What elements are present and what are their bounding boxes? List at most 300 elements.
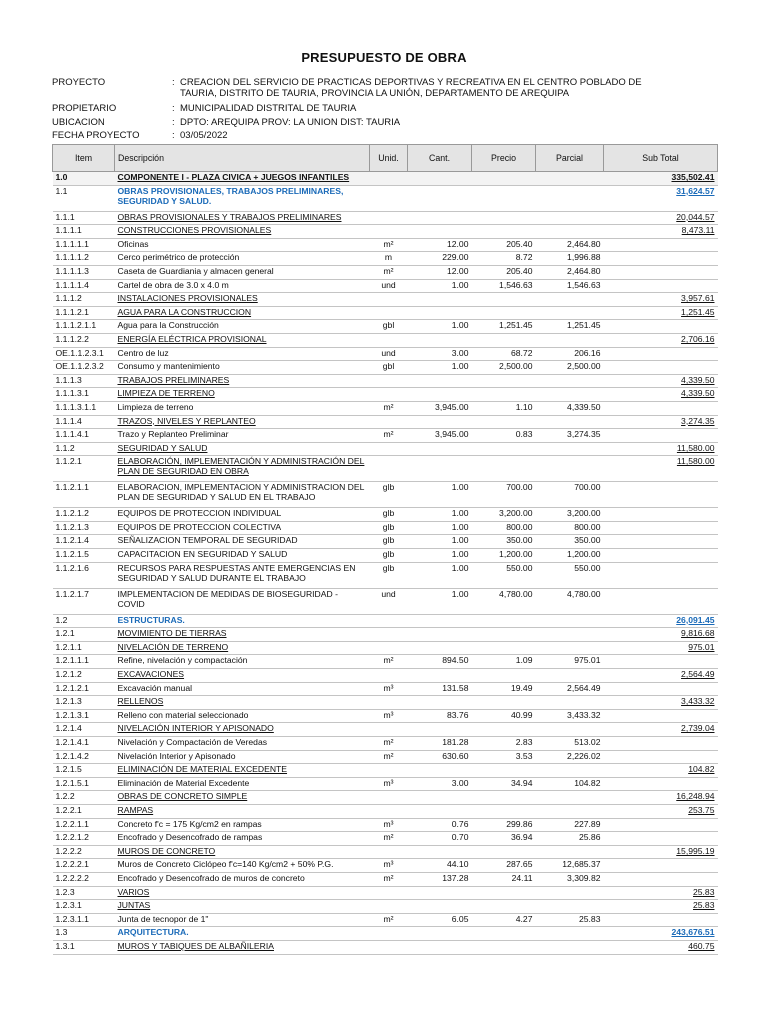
- cell-description: RAMPAS: [115, 804, 370, 818]
- cell-description: OBRAS PROVISIONALES, TRABAJOS PRELIMINARES, SEGURIDAD Y SALUD.: [115, 185, 370, 211]
- cell-quantity: [408, 900, 472, 914]
- header-item: Item: [53, 145, 115, 172]
- cell-subtotal: 8,473.11: [604, 225, 718, 239]
- table-row: [53, 388, 718, 402]
- cell-price: [472, 172, 536, 186]
- cell-unit: [370, 804, 408, 818]
- cell-partial: [536, 804, 604, 818]
- ubicacion-label: UBICACION: [52, 117, 105, 128]
- cell-partial: [536, 211, 604, 225]
- cell-description: Consumo y mantenimiento: [115, 361, 370, 375]
- cell-quantity: 1.00: [408, 361, 472, 375]
- cell-item: 1.1.2.1.6: [53, 562, 115, 588]
- cell-subtotal: [604, 320, 718, 334]
- cell-partial: 1,996.88: [536, 252, 604, 266]
- cell-subtotal: 460.75: [604, 940, 718, 954]
- cell-unit: [370, 614, 408, 628]
- cell-partial: [536, 293, 604, 307]
- cell-subtotal: 4,339.50: [604, 388, 718, 402]
- cell-unit: [370, 641, 408, 655]
- cell-unit: m²: [370, 655, 408, 669]
- cell-unit: m³: [370, 818, 408, 832]
- cell-partial: 975.01: [536, 655, 604, 669]
- cell-item: 1.2.1.1: [53, 641, 115, 655]
- ubicacion-value: DPTO: AREQUIPA PROV: LA UNION DIST: TAURIA: [180, 117, 401, 128]
- cell-price: 8.72: [472, 252, 536, 266]
- cell-subtotal: [604, 818, 718, 832]
- cell-description: RELLENOS: [115, 696, 370, 710]
- cell-subtotal: 9,816.68: [604, 628, 718, 642]
- cell-price: 4.27: [472, 913, 536, 927]
- table-row: [53, 185, 718, 211]
- cell-quantity: [408, 628, 472, 642]
- cell-unit: und: [370, 347, 408, 361]
- table-row: [53, 750, 718, 764]
- cell-unit: glb: [370, 549, 408, 563]
- cell-partial: [536, 415, 604, 429]
- cell-item: 1.2.2.2.1: [53, 859, 115, 873]
- cell-partial: 2,500.00: [536, 361, 604, 375]
- cell-quantity: 1.00: [408, 535, 472, 549]
- cell-item: 1.2.3.1.1: [53, 913, 115, 927]
- cell-price: [472, 388, 536, 402]
- cell-partial: 3,200.00: [536, 508, 604, 522]
- cell-description: TRAZOS, NIVELES Y REPLANTEO: [115, 415, 370, 429]
- cell-price: [472, 927, 536, 941]
- cell-subtotal: [604, 709, 718, 723]
- cell-description: Oficinas: [115, 238, 370, 252]
- cell-partial: [536, 388, 604, 402]
- table-row: [53, 655, 718, 669]
- cell-subtotal: 2,739.04: [604, 723, 718, 737]
- cell-quantity: 0.70: [408, 832, 472, 846]
- cell-price: [472, 442, 536, 456]
- cell-unit: m³: [370, 709, 408, 723]
- cell-unit: m²: [370, 872, 408, 886]
- cell-quantity: [408, 415, 472, 429]
- table-row: [53, 872, 718, 886]
- cell-unit: [370, 306, 408, 320]
- cell-description: IMPLEMENTACION DE MEDIDAS DE BIOSEGURIDAD - COVID: [115, 588, 370, 614]
- table-row: [53, 669, 718, 683]
- cell-price: [472, 211, 536, 225]
- cell-partial: [536, 927, 604, 941]
- cell-price: 3,200.00: [472, 508, 536, 522]
- cell-partial: 12,685.37: [536, 859, 604, 873]
- cell-price: [472, 845, 536, 859]
- cell-partial: [536, 456, 604, 482]
- cell-subtotal: 11,580.00: [604, 442, 718, 456]
- cell-partial: [536, 628, 604, 642]
- cell-partial: 800.00: [536, 521, 604, 535]
- table-row: [53, 347, 718, 361]
- cell-partial: 1,200.00: [536, 549, 604, 563]
- cell-description: Excavación manual: [115, 682, 370, 696]
- cell-quantity: 1.00: [408, 508, 472, 522]
- cell-description: OBRAS DE CONCRETO SIMPLE: [115, 791, 370, 805]
- table-row: [53, 859, 718, 873]
- cell-unit: [370, 374, 408, 388]
- cell-description: SEÑALIZACION TEMPORAL DE SEGURIDAD: [115, 535, 370, 549]
- table-row: [53, 293, 718, 307]
- cell-quantity: 1.00: [408, 549, 472, 563]
- cell-subtotal: [604, 777, 718, 791]
- cell-partial: 3,433.32: [536, 709, 604, 723]
- cell-unit: und: [370, 279, 408, 293]
- cell-partial: 2,464.80: [536, 265, 604, 279]
- cell-subtotal: [604, 588, 718, 614]
- cell-item: OE.1.1.2.3.2: [53, 361, 115, 375]
- cell-subtotal: [604, 361, 718, 375]
- cell-item: 1.1.1.2: [53, 293, 115, 307]
- cell-price: [472, 185, 536, 211]
- cell-price: 2.83: [472, 737, 536, 751]
- cell-price: 24.11: [472, 872, 536, 886]
- cell-quantity: [408, 723, 472, 737]
- cell-item: 1.1.1.4: [53, 415, 115, 429]
- cell-price: 1.10: [472, 401, 536, 415]
- cell-partial: [536, 723, 604, 737]
- budget-table: [52, 144, 718, 955]
- table-row: [53, 927, 718, 941]
- cell-quantity: 137.28: [408, 872, 472, 886]
- cell-price: 205.40: [472, 238, 536, 252]
- cell-subtotal: 3,433.32: [604, 696, 718, 710]
- cell-item: 1.1.1.1.2: [53, 252, 115, 266]
- cell-item: 1.1.1.1.1: [53, 238, 115, 252]
- cell-description: ESTRUCTURAS.: [115, 614, 370, 628]
- cell-item: 1.2.1.4: [53, 723, 115, 737]
- cell-quantity: 1.00: [408, 482, 472, 508]
- cell-subtotal: 3,274.35: [604, 415, 718, 429]
- cell-price: [472, 804, 536, 818]
- cell-item: 1.1.1.3: [53, 374, 115, 388]
- cell-description: ENERGÍA ELÉCTRICA PROVISIONAL: [115, 333, 370, 347]
- cell-unit: glb: [370, 508, 408, 522]
- cell-subtotal: 16,248.94: [604, 791, 718, 805]
- cell-quantity: 181.28: [408, 737, 472, 751]
- cell-partial: 2,464.80: [536, 238, 604, 252]
- cell-subtotal: [604, 401, 718, 415]
- cell-partial: [536, 374, 604, 388]
- cell-unit: m²: [370, 832, 408, 846]
- cell-partial: 3,274.35: [536, 429, 604, 443]
- cell-quantity: [408, 293, 472, 307]
- cell-description: INSTALACIONES PROVISIONALES: [115, 293, 370, 307]
- cell-unit: glb: [370, 535, 408, 549]
- table-row: [53, 764, 718, 778]
- cell-item: 1.0: [53, 172, 115, 186]
- cell-description: MUROS DE CONCRETO: [115, 845, 370, 859]
- cell-subtotal: 31,624.57: [604, 185, 718, 211]
- cell-partial: [536, 764, 604, 778]
- cell-unit: glb: [370, 562, 408, 588]
- cell-subtotal: [604, 655, 718, 669]
- cell-subtotal: 11,580.00: [604, 456, 718, 482]
- cell-description: MUROS Y TABIQUES DE ALBAÑILERIA: [115, 940, 370, 954]
- cell-item: 1.2.2.1.1: [53, 818, 115, 832]
- cell-subtotal: 2,706.16: [604, 333, 718, 347]
- cell-price: [472, 641, 536, 655]
- header-quantity: Cant.: [408, 145, 472, 172]
- cell-partial: [536, 614, 604, 628]
- document-title: PRESUPUESTO DE OBRA: [301, 50, 467, 65]
- cell-item: 1.1.2.1.1: [53, 482, 115, 508]
- cell-price: 1,251.45: [472, 320, 536, 334]
- cell-price: [472, 415, 536, 429]
- cell-quantity: 0.76: [408, 818, 472, 832]
- cell-unit: [370, 442, 408, 456]
- cell-unit: [370, 185, 408, 211]
- table-row: [53, 628, 718, 642]
- cell-partial: [536, 442, 604, 456]
- cell-item: 1.2: [53, 614, 115, 628]
- cell-item: 1.1.1.2.1: [53, 306, 115, 320]
- cell-subtotal: [604, 549, 718, 563]
- table-row: [53, 265, 718, 279]
- cell-item: 1.1.2.1: [53, 456, 115, 482]
- cell-unit: und: [370, 588, 408, 614]
- table-header-row: [53, 145, 718, 172]
- cell-unit: gbl: [370, 320, 408, 334]
- cell-item: 1.1.2.1.2: [53, 508, 115, 522]
- cell-description: Encofrado y Desencofrado de muros de concreto: [115, 872, 370, 886]
- cell-unit: m³: [370, 682, 408, 696]
- cell-quantity: 83.76: [408, 709, 472, 723]
- cell-subtotal: 975.01: [604, 641, 718, 655]
- cell-item: 1.2.1.2.1: [53, 682, 115, 696]
- cell-description: SEGURIDAD Y SALUD: [115, 442, 370, 456]
- proyecto-value: CREACION DEL SERVICIO DE PRACTICAS DEPORTIVAS Y RECREATIVA EN EL CENTRO POBLADO DE TAURIA, DISTRITO DE TAURIA, PROVINCIA LA UNIÓN, DEPARTAMENTO DE AREQUIPA: [180, 77, 642, 99]
- cell-price: [472, 306, 536, 320]
- cell-unit: [370, 886, 408, 900]
- cell-subtotal: [604, 750, 718, 764]
- cell-unit: m²: [370, 401, 408, 415]
- colon: :: [172, 77, 175, 88]
- cell-quantity: 3.00: [408, 347, 472, 361]
- table-row: [53, 333, 718, 347]
- cell-subtotal: [604, 347, 718, 361]
- cell-unit: [370, 388, 408, 402]
- cell-price: [472, 333, 536, 347]
- table-row: [53, 900, 718, 914]
- cell-price: [472, 764, 536, 778]
- cell-subtotal: 26,091.45: [604, 614, 718, 628]
- cell-partial: 25.86: [536, 832, 604, 846]
- cell-quantity: 131.58: [408, 682, 472, 696]
- table-row: [53, 172, 718, 186]
- cell-unit: [370, 696, 408, 710]
- cell-description: Concreto f'c = 175 Kg/cm2 en rampas: [115, 818, 370, 832]
- table-row: [53, 456, 718, 482]
- cell-unit: [370, 927, 408, 941]
- table-row: [53, 508, 718, 522]
- cell-partial: [536, 886, 604, 900]
- cell-partial: 2,226.02: [536, 750, 604, 764]
- cell-subtotal: 25.83: [604, 900, 718, 914]
- cell-description: Caseta de Guardiania y almacen general: [115, 265, 370, 279]
- cell-subtotal: 3,957.61: [604, 293, 718, 307]
- cell-price: 34.94: [472, 777, 536, 791]
- cell-item: 1.2.2.2: [53, 845, 115, 859]
- cell-quantity: [408, 442, 472, 456]
- table-row: [53, 614, 718, 628]
- cell-unit: [370, 764, 408, 778]
- cell-unit: m: [370, 252, 408, 266]
- cell-partial: [536, 172, 604, 186]
- table-row: [53, 279, 718, 293]
- header-description: Descripción: [115, 145, 370, 172]
- cell-quantity: [408, 669, 472, 683]
- fecha-value: 03/05/2022: [180, 130, 228, 141]
- cell-price: 700.00: [472, 482, 536, 508]
- cell-subtotal: [604, 562, 718, 588]
- cell-subtotal: [604, 682, 718, 696]
- cell-subtotal: [604, 737, 718, 751]
- table-row: [53, 252, 718, 266]
- cell-description: EXCAVACIONES: [115, 669, 370, 683]
- cell-partial: [536, 845, 604, 859]
- cell-quantity: [408, 374, 472, 388]
- table-row: [53, 401, 718, 415]
- cell-subtotal: 243,676.51: [604, 927, 718, 941]
- cell-quantity: 44.10: [408, 859, 472, 873]
- cell-quantity: [408, 641, 472, 655]
- cell-unit: glb: [370, 482, 408, 508]
- cell-unit: [370, 333, 408, 347]
- cell-item: 1.1.2.1.3: [53, 521, 115, 535]
- cell-price: 4,780.00: [472, 588, 536, 614]
- cell-unit: [370, 940, 408, 954]
- cell-item: 1.2.1.5: [53, 764, 115, 778]
- cell-partial: 227.89: [536, 818, 604, 832]
- cell-price: 1,546.63: [472, 279, 536, 293]
- cell-description: JUNTAS: [115, 900, 370, 914]
- cell-subtotal: [604, 508, 718, 522]
- cell-unit: [370, 628, 408, 642]
- cell-description: CAPACITACION EN SEGURIDAD Y SALUD: [115, 549, 370, 563]
- cell-item: 1.2.1.5.1: [53, 777, 115, 791]
- cell-subtotal: [604, 535, 718, 549]
- cell-subtotal: [604, 521, 718, 535]
- table-row: [53, 804, 718, 818]
- cell-description: TRABAJOS PRELIMINARES: [115, 374, 370, 388]
- cell-quantity: 1.00: [408, 320, 472, 334]
- cell-unit: m²: [370, 737, 408, 751]
- cell-quantity: [408, 845, 472, 859]
- fecha-label: FECHA PROYECTO: [52, 130, 140, 141]
- table-row: [53, 442, 718, 456]
- cell-subtotal: 25.83: [604, 886, 718, 900]
- table-row: [53, 549, 718, 563]
- cell-item: 1.2.2.1.2: [53, 832, 115, 846]
- cell-price: [472, 374, 536, 388]
- cell-subtotal: [604, 913, 718, 927]
- cell-quantity: [408, 388, 472, 402]
- cell-price: 2,500.00: [472, 361, 536, 375]
- cell-description: ELABORACIÓN, IMPLEMENTACIÓN Y ADMINISTRACIÓN DEL PLAN DE SEGURIDAD EN OBRA: [115, 456, 370, 482]
- cell-partial: 700.00: [536, 482, 604, 508]
- cell-description: Trazo y Replanteo Preliminar: [115, 429, 370, 443]
- cell-price: 205.40: [472, 265, 536, 279]
- cell-quantity: [408, 791, 472, 805]
- cell-unit: m³: [370, 777, 408, 791]
- cell-partial: [536, 669, 604, 683]
- cell-item: 1.1: [53, 185, 115, 211]
- cell-description: Cerco perimétrico de protección: [115, 252, 370, 266]
- table-row: [53, 562, 718, 588]
- table-row: [53, 791, 718, 805]
- cell-subtotal: 104.82: [604, 764, 718, 778]
- cell-price: 1.09: [472, 655, 536, 669]
- cell-quantity: [408, 211, 472, 225]
- cell-partial: 4,780.00: [536, 588, 604, 614]
- cell-item: 1.2.2.2.2: [53, 872, 115, 886]
- cell-item: 1.2.1: [53, 628, 115, 642]
- cell-item: 1.2.1.1.1: [53, 655, 115, 669]
- table-row: [53, 682, 718, 696]
- cell-partial: 513.02: [536, 737, 604, 751]
- cell-unit: [370, 900, 408, 914]
- cell-item: 1.1.1.1.3: [53, 265, 115, 279]
- cell-price: 350.00: [472, 535, 536, 549]
- cell-subtotal: [604, 238, 718, 252]
- cell-quantity: [408, 696, 472, 710]
- propietario-value: MUNICIPALIDAD DISTRITAL DE TAURIA: [180, 103, 357, 114]
- cell-subtotal: 1,251.45: [604, 306, 718, 320]
- cell-item: 1.3.1: [53, 940, 115, 954]
- cell-subtotal: [604, 265, 718, 279]
- cell-item: 1.1.2.1.7: [53, 588, 115, 614]
- cell-partial: 550.00: [536, 562, 604, 588]
- cell-unit: m²: [370, 429, 408, 443]
- table-row: [53, 535, 718, 549]
- cell-item: 1.2.1.3: [53, 696, 115, 710]
- cell-quantity: 3,945.00: [408, 429, 472, 443]
- cell-subtotal: 335,502.41: [604, 172, 718, 186]
- table-row: [53, 737, 718, 751]
- cell-subtotal: 15,995.19: [604, 845, 718, 859]
- cell-item: 1.3: [53, 927, 115, 941]
- table-row: [53, 482, 718, 508]
- colon: :: [172, 117, 175, 128]
- cell-price: [472, 628, 536, 642]
- cell-price: 0.83: [472, 429, 536, 443]
- cell-quantity: [408, 333, 472, 347]
- cell-description: EQUIPOS DE PROTECCION COLECTIVA: [115, 521, 370, 535]
- cell-quantity: [408, 456, 472, 482]
- cell-partial: [536, 306, 604, 320]
- cell-unit: m²: [370, 750, 408, 764]
- cell-quantity: [408, 940, 472, 954]
- table-row: [53, 320, 718, 334]
- cell-quantity: [408, 927, 472, 941]
- cell-unit: m²: [370, 238, 408, 252]
- cell-price: 299.86: [472, 818, 536, 832]
- cell-item: 1.2.1.4.1: [53, 737, 115, 751]
- cell-partial: 1,546.63: [536, 279, 604, 293]
- cell-unit: m²: [370, 913, 408, 927]
- cell-unit: [370, 845, 408, 859]
- cell-partial: 206.16: [536, 347, 604, 361]
- table-row: [53, 723, 718, 737]
- cell-quantity: [408, 764, 472, 778]
- header-partial: Parcial: [536, 145, 604, 172]
- cell-unit: gbl: [370, 361, 408, 375]
- cell-subtotal: 2,564.49: [604, 669, 718, 683]
- cell-subtotal: [604, 252, 718, 266]
- cell-description: LIMPIEZA DE TERRENO: [115, 388, 370, 402]
